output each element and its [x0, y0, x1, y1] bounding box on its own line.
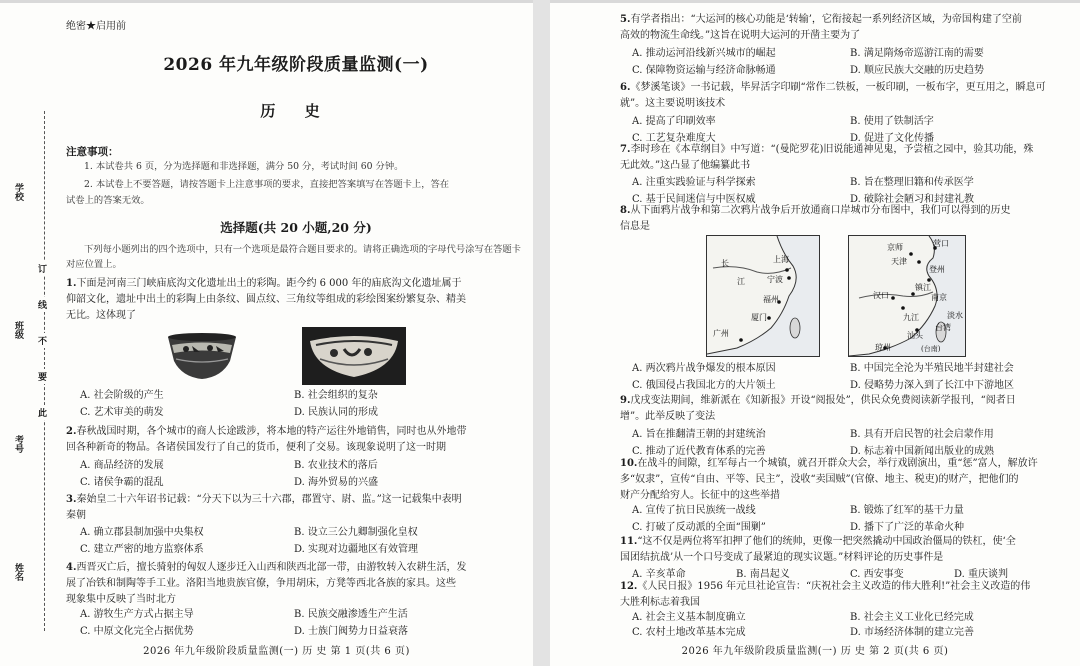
question-stem: 《人民日报》1956 年元旦社论宣告：“庆祝社会主义改造的伟大胜利!”社会主义改造的伟	[637, 581, 1031, 592]
option-d[interactable]: D. 标志着中国新闻出版业的成熟	[850, 446, 995, 457]
question-number: 1.	[66, 278, 77, 289]
question-stem: 李时珍在《本草纲目》中写道：“(曼陀罗花)旧说能通神见鬼，予尝植之园中，验其功能，殊	[630, 144, 1034, 155]
option-b[interactable]: B. 南昌起义	[736, 569, 790, 580]
option-a[interactable]: A. 旨在推翻清王朝的封建统治	[632, 429, 766, 440]
option-b[interactable]: B. 具有开启民智的社会启蒙作用	[850, 429, 994, 440]
page-1-footer: 2026 年九年级阶段质量监测(一) 历 史 第 1 页(共 6 页)	[143, 646, 410, 657]
exam-number-label: 考号	[13, 435, 23, 453]
notice-line: 1. 本试卷共 6 页，分为选择题和非选择题，满分 50 分，考试时间 60 分钟。	[84, 161, 404, 172]
question-stem: 有学者指出：“大运河的核心功能是‘转输’，它衔接起一系列经济区域，为帝国构建了空前	[630, 14, 1022, 25]
option-d[interactable]: D. 侵略势力深入到了长江中下游地区	[850, 380, 1015, 391]
option-d[interactable]: D. 顺应民族大交融的历史趋势	[850, 65, 985, 76]
option-c[interactable]: C. 农村土地改革基本完成	[632, 627, 746, 638]
name-label: 姓名	[13, 563, 23, 581]
question-1-options	[80, 388, 524, 422]
question-number: 9.	[620, 395, 631, 406]
map-label: 广州	[713, 329, 729, 338]
option-c[interactable]: C. 西安事变	[850, 569, 904, 580]
question-stem: 下面是河南三门峡庙底沟文化遗址出土的彩陶。距今约 6 000 年的庙底沟文化遗址属于	[76, 278, 462, 289]
exam-page-1	[0, 3, 533, 666]
map-label: 京师	[887, 243, 903, 252]
question-stem: 就”。这主要说明该技术	[620, 98, 726, 109]
map-label: 登州	[929, 265, 945, 274]
notice-title: 注意事项：	[66, 146, 119, 158]
notice-line: 试卷上的答案无效。	[66, 195, 150, 206]
question-3	[66, 492, 524, 524]
question-number: 8.	[620, 205, 631, 216]
question-stem: 从下面鸦片战争和第二次鸦片战争后开放通商口岸城市分布图中，我们可以得到的历史	[630, 205, 1011, 216]
question-stem: 回各种新奇的物品。各诸侯国发行了自己的货币，便利了交易。该现象说明了这一时期	[66, 442, 446, 453]
seal-char: 此	[38, 405, 47, 420]
treaty-ports-map-2	[848, 235, 966, 357]
option-b[interactable]: B. 民族交融渗透生产生活	[294, 609, 408, 620]
map-label: 江	[737, 277, 745, 286]
question-number: 11.	[620, 536, 638, 547]
question-7	[620, 142, 1075, 174]
question-stem: 多“奴隶”，宣传“自由、平等、民主”，没收“卖国贼”(官僚、地主、税吏)的财产，把他们的	[620, 474, 1019, 485]
question-stem: 增”。此举反映了变法	[620, 411, 716, 422]
question-stem: 戊戌变法期间，维新派在《知新报》开设“阅报处”，供民众免费阅读新学报刊，“阅者日	[630, 395, 1016, 406]
map-label: 台湾	[935, 323, 951, 332]
treaty-ports-map-1	[706, 235, 820, 357]
map-label: 天津	[891, 257, 907, 266]
map-label: 宁波	[767, 275, 783, 284]
question-12-options	[632, 610, 1075, 642]
school-label: 学校	[13, 183, 23, 201]
option-d[interactable]: D. 实现对边疆地区有效管理	[294, 544, 419, 555]
option-a[interactable]: A. 社会主义基本制度确立	[632, 612, 746, 623]
question-10	[620, 456, 1075, 504]
option-c[interactable]: C. 保障物资运输与经济命脉畅通	[632, 65, 776, 76]
seal-char: 订	[38, 261, 47, 276]
painted-pottery-image-1	[164, 331, 240, 381]
map-label: 九江	[903, 313, 919, 322]
map-label: 上海	[773, 255, 789, 264]
option-b[interactable]: B. 满足隋炀帝巡游江南的需要	[850, 48, 984, 59]
question-stem: 《梦溪笔谈》一书记载，毕昇活字印刷“常作二铁板，一板印刷，一板布字，更互用之，瞬息可	[630, 82, 1046, 93]
page-gutter	[533, 0, 550, 666]
question-number: 7.	[620, 144, 631, 155]
option-a[interactable]: A. 辛亥革命	[632, 569, 686, 580]
question-stem: 仰韶文化，遗址中出土的彩陶上由条纹、圆点纹、三角纹等组成的彩绘图案纷繁复杂、精美	[66, 294, 466, 305]
option-b[interactable]: B. 社会组织的复杂	[294, 390, 378, 401]
option-c[interactable]: C. 诸侯争霸的混乱	[80, 477, 164, 488]
option-c[interactable]: C. 工艺复杂难度大	[632, 133, 716, 144]
option-d[interactable]: D. 市场经济体制的建立完善	[850, 627, 975, 638]
question-stem: 秦朝	[66, 510, 86, 521]
map-label: 琼州	[875, 343, 891, 352]
seal-char: 要	[38, 369, 47, 384]
option-b[interactable]: B. 锻炼了红军的基干力量	[850, 505, 964, 516]
option-b[interactable]: B. 旨在整理旧籍和传承医学	[850, 177, 974, 188]
option-c[interactable]: C. 打破了反动派的全面“围剿”	[632, 522, 766, 533]
seal-char: 不	[38, 333, 47, 348]
question-stem: 大胜利标志着我国	[620, 597, 700, 608]
page-2-footer: 2026 年九年级阶段质量监测(一) 历 史 第 2 页(共 6 页)	[681, 646, 949, 657]
question-6	[620, 80, 1075, 112]
option-b[interactable]: B. 社会主义工业化已经完成	[850, 612, 974, 623]
question-stem: 现象集中反映了当时北方	[66, 594, 176, 605]
option-d[interactable]: D. 破除社会陋习和封建礼教	[850, 194, 975, 205]
map-label: 淡水	[947, 311, 963, 320]
option-a[interactable]: A. 确立郡县制加强中央集权	[80, 527, 204, 538]
question-11	[620, 534, 1075, 566]
question-stem: 高效的物流生命线。”这旨在说明大运河的开凿主要为了	[620, 30, 861, 41]
map-label: 南京	[931, 293, 947, 302]
question-4-options	[80, 607, 524, 641]
question-2-options	[80, 458, 524, 492]
option-d[interactable]: D. 民族认同的形成	[294, 407, 379, 418]
question-1	[66, 276, 524, 324]
option-d[interactable]: D. 促进了文化传播	[850, 133, 935, 144]
painted-pottery-image-2	[302, 327, 406, 385]
option-a[interactable]: A. 推动运河沿线新兴城市的崛起	[632, 48, 776, 59]
map-label: 厦门	[751, 313, 767, 322]
exam-page-2	[550, 3, 1080, 666]
question-5-options	[632, 46, 1075, 80]
option-b[interactable]: B. 中国完全沦为半殖民地半封建社会	[850, 363, 1014, 374]
question-stem: “这不仅是两位将军扣押了他们的统帅，更像一把突然撬动中国政治僵局的铁杠，使‘全	[637, 536, 1016, 547]
question-stem: 春秋战国时期，各个城市的商人长途跋涉，将本地的特产运往外地销售，同时也从外地带	[76, 426, 467, 437]
option-a[interactable]: A. 提高了印刷效率	[632, 116, 716, 127]
question-2	[66, 424, 524, 456]
subject-title: 历 史	[260, 102, 332, 120]
question-10-options	[632, 503, 1075, 537]
option-d[interactable]: D. 士族门阀势力日益衰落	[294, 626, 409, 637]
option-b[interactable]: B. 农业技术的落后	[294, 460, 378, 471]
map-label: 镇江	[915, 283, 931, 292]
notice-line: 2. 本试卷上不要答题，请按答题卡上注意事项的要求，直接把答案填写在答题卡上，答在	[84, 179, 450, 190]
section-instruction: 下列每小题列出的四个选项中，只有一个选项是最符合题目要求的。请将正确选项的字母代号涂写在答题卡对应位置上。	[66, 244, 521, 270]
option-c[interactable]: C. 推动了近代教育体系的完善	[632, 446, 766, 457]
question-stem: 在战斗的间隙，红军每占一个城镇，就召开群众大会，举行戏剧演出，重“惩”富人，解放许	[637, 458, 1038, 469]
section-title: 选择题(共 20 小题,20 分)	[220, 220, 372, 235]
seal-char: 线	[38, 297, 47, 312]
question-number: 3.	[66, 494, 77, 505]
map-label: 营口	[933, 239, 949, 248]
question-number: 4.	[66, 562, 77, 573]
question-stem: 秦始皇二十六年诏书记载：“分天下以为三十六郡，郡置守、尉、监。”这一记载集中表明	[76, 494, 462, 505]
option-a[interactable]: A. 两次鸦片战争爆发的根本原因	[632, 363, 776, 374]
map-label: 汉口	[873, 291, 889, 300]
map-label: 福州	[763, 295, 779, 304]
question-9	[620, 393, 1075, 425]
question-number: 5.	[620, 14, 631, 25]
option-c[interactable]: C. 中原文化完全占据优势	[80, 626, 194, 637]
exam-title: 2026 年九年级阶段质量监测(一)	[163, 55, 429, 75]
question-4	[66, 560, 524, 608]
question-8	[620, 203, 1075, 235]
secret-label: 绝密★启用前	[66, 21, 126, 32]
option-a[interactable]: A. 商品经济的发展	[80, 460, 164, 471]
question-8-options	[632, 361, 1075, 395]
question-stem: 国团结抗战’从一个口号变成了最紧迫的现实议题。”材料评论的历史事件是	[620, 552, 944, 563]
option-a[interactable]: A. 游牧生产方式占据主导	[80, 609, 194, 620]
question-stem: 财产分配给穷人。长征中的这些举措	[620, 490, 780, 501]
option-d[interactable]: D. 播下了广泛的革命火种	[850, 522, 965, 533]
question-number: 10.	[620, 458, 638, 469]
option-c[interactable]: C. 艺术审美的萌发	[80, 407, 164, 418]
option-d[interactable]: D. 海外贸易的兴盛	[294, 477, 379, 488]
question-5	[620, 12, 1075, 44]
question-stem: 无比。这体现了	[66, 310, 136, 321]
binding-margin	[0, 3, 62, 666]
map-label: (台南)	[921, 345, 941, 353]
question-number: 6.	[620, 82, 631, 93]
class-label: 班级	[13, 321, 23, 339]
question-stem: 展了冶铁和制陶等手工业。洛阳当地贵族官僚，争用胡床，方凳等西北各族的家具。这些	[66, 578, 456, 589]
question-number: 12.	[620, 581, 638, 592]
option-c[interactable]: C. 俄国侵占我国北方的大片领土	[632, 380, 776, 391]
option-d[interactable]: D. 重庆谈判	[954, 569, 1009, 580]
map-label: 汕头	[907, 331, 923, 340]
option-c[interactable]: C. 基于民间迷信与中医权威	[632, 194, 756, 205]
question-12	[620, 579, 1075, 611]
question-stem: 无此效。”这凸显了他编纂此书	[620, 160, 751, 171]
option-a[interactable]: A. 宣传了抗日民族统一战线	[632, 505, 756, 516]
map-label: 长	[721, 259, 729, 268]
option-c[interactable]: C. 建立严密的地方监察体系	[80, 544, 204, 555]
option-a[interactable]: A. 社会阶级的产生	[80, 390, 164, 401]
option-b[interactable]: B. 使用了铁制活字	[850, 116, 934, 127]
question-stem: 信息是	[620, 221, 650, 232]
option-b[interactable]: B. 设立三公九卿制强化皇权	[294, 527, 418, 538]
option-a[interactable]: A. 注重实践验证与科学探索	[632, 177, 756, 188]
question-number: 2.	[66, 426, 77, 437]
question-stem: 西晋灭亡后，擅长骑射的匈奴人逐步迁入山西和陕西北部一带，由游牧转入农耕生活，发	[76, 562, 467, 573]
question-3-options	[80, 525, 524, 559]
